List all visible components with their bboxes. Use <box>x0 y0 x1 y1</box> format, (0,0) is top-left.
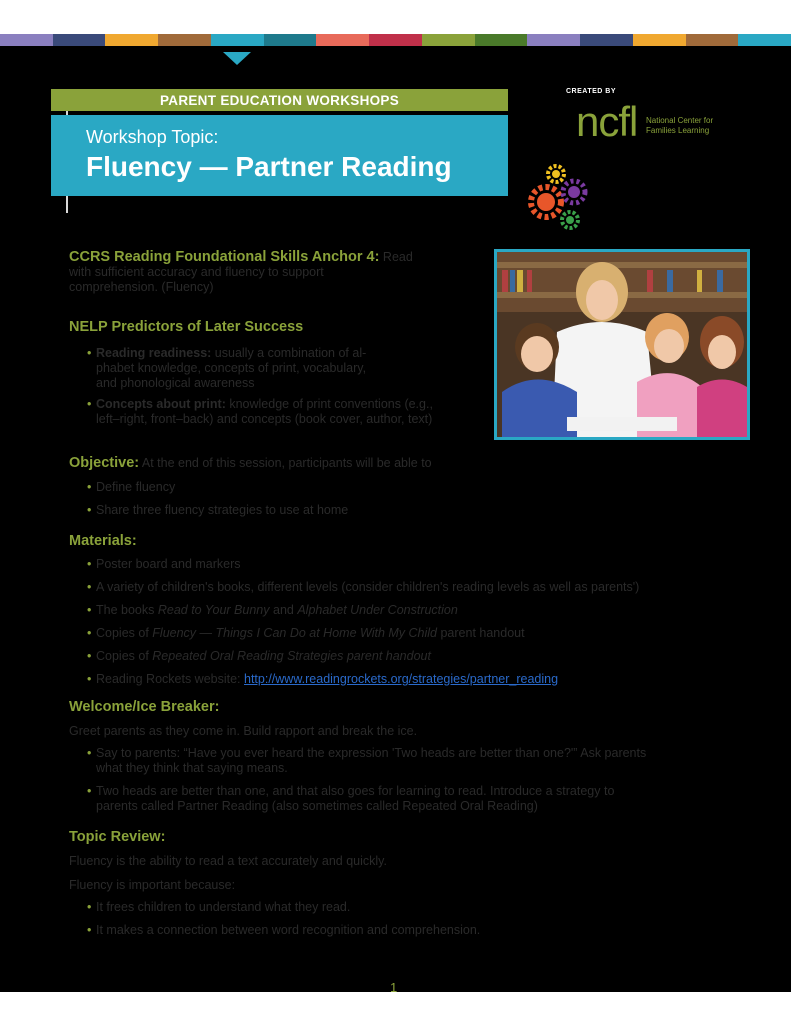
workshop-series-banner: PARENT EDUCATION WORKSHOPS <box>51 89 508 111</box>
review-line-1: Fluency is the ability to read a text accurately and quickly. <box>69 854 387 868</box>
list-item: • It makes a connection between word recognition and comprehension. <box>87 923 767 938</box>
welcome-intro: Greet parents as they come in. Build rapport and break the ice. <box>69 724 418 738</box>
list-item: • Share three fluency strategies to use at home <box>87 503 767 518</box>
ccrs-label: CCRS Reading Foundational Skills Anchor 4: <box>69 249 380 265</box>
list-item: • Reading readiness: usually a combination of al- phabet knowledge, concepts of print, vocabulary, and phonological awareness <box>87 346 487 391</box>
objective-list <box>87 480 767 518</box>
nelp-heading: NELP Predictors of Later Success <box>69 319 304 335</box>
list-item: • It frees children to understand what they read. <box>87 900 767 915</box>
topic-label: Workshop Topic: <box>86 127 219 147</box>
list-item: • Copies of Repeated Oral Reading Strategies parent handout <box>87 649 777 664</box>
topic-title: Fluency — Partner Reading <box>86 151 452 182</box>
list-item: • Poster board and markers <box>87 557 777 572</box>
list-item: • Concepts about print: knowledge of print conventions (e.g., left–right, front–back) and concepts (book cover, author, text) <box>87 397 487 427</box>
triangle-pointer-icon <box>223 52 251 65</box>
objective-section: Objective: At the end of this session, participants will be able to <box>69 455 432 471</box>
ccrs-section: CCRS Reading Foundational Skills Anchor 4: Read with sufficient accuracy and fluency to support comprehension. (Fluency) <box>69 249 413 294</box>
color-stripe <box>211 34 264 46</box>
color-stripe <box>527 34 580 46</box>
materials-list <box>87 557 777 687</box>
color-stripe <box>53 34 106 46</box>
list-item: • Two heads are better than one, and that also goes for learning to read. Introduce a strategy to parents called Partner Reading (also sometimes called Repeated Oral Reading) <box>87 784 727 814</box>
list-item: • A variety of children's books, different levels (consider children's reading levels as well as parents') <box>87 580 777 595</box>
ncfl-mark: ncfl <box>576 98 638 145</box>
reading-rockets-link[interactable]: http://www.readingrockets.org/strategies/partner_reading <box>244 672 559 686</box>
color-stripe <box>633 34 686 46</box>
review-heading: Topic Review: <box>69 829 166 845</box>
color-stripe-bar <box>0 34 791 46</box>
list-item: • Say to parents: “Have you ever heard the expression 'Two heads are better than one?'” Ask parents what they think that saying means. <box>87 746 727 776</box>
gears-icon <box>524 162 594 234</box>
review-line-2: Fluency is important because: <box>69 878 236 892</box>
topic-banner <box>51 115 508 196</box>
created-by-label: CREATED BY <box>566 88 616 95</box>
color-stripe <box>105 34 158 46</box>
nelp-list <box>87 346 487 427</box>
color-stripe <box>475 34 528 46</box>
color-stripe <box>158 34 211 46</box>
welcome-heading: Welcome/Ice Breaker: <box>69 699 220 715</box>
list-item: • Define fluency <box>87 480 767 495</box>
ncfl-org-name: National Center for Families Learning <box>646 116 714 135</box>
color-stripe <box>738 34 791 46</box>
color-stripe <box>369 34 422 46</box>
color-stripe <box>0 34 53 46</box>
objective-heading: Objective: <box>69 455 140 471</box>
list-item: • The books Read to Your Bunny and Alphabet Under Construction <box>87 603 777 618</box>
review-list <box>87 900 767 938</box>
teacher-with-children-photo <box>494 249 750 440</box>
color-stripe <box>316 34 369 46</box>
list-item: • Reading Rockets website: http://www.readingrockets.org/strategies/partner_reading <box>87 672 777 687</box>
color-stripe <box>686 34 739 46</box>
welcome-list <box>87 746 727 814</box>
color-stripe <box>264 34 317 46</box>
list-item: • Copies of Fluency — Things I Can Do at Home With My Child parent handout <box>87 626 777 641</box>
color-stripe <box>580 34 633 46</box>
color-stripe <box>422 34 475 46</box>
page-number: 1 <box>390 980 398 995</box>
materials-heading: Materials: <box>69 533 137 549</box>
